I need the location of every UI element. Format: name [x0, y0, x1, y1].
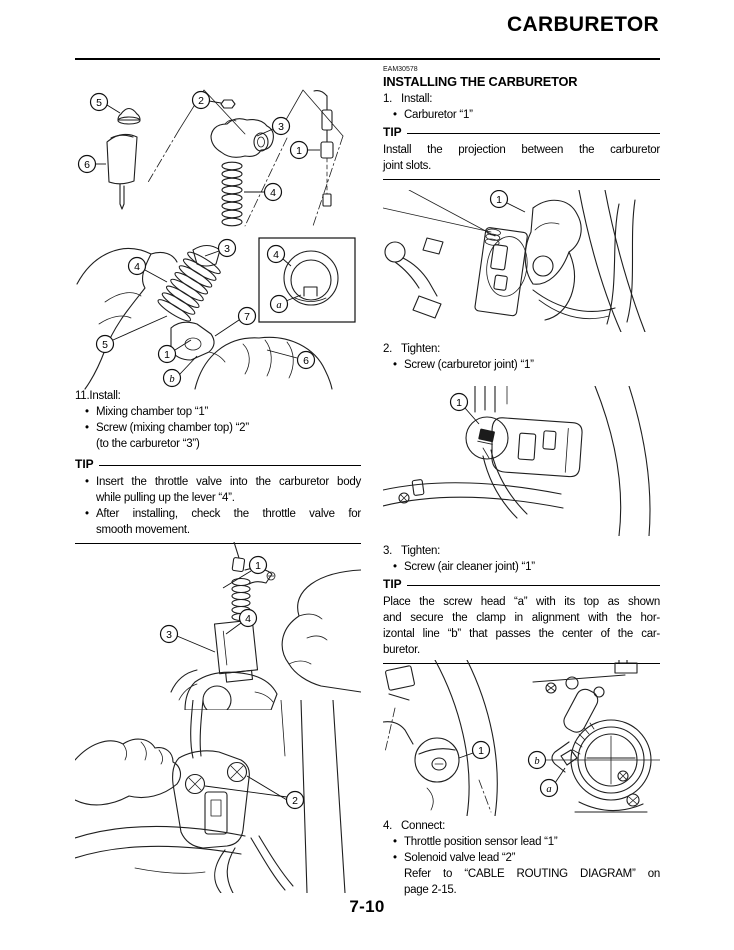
svg-text:4: 4	[134, 260, 140, 273]
cross-reference	[383, 866, 660, 898]
tip-line: joint slots.	[383, 160, 432, 172]
tip-line: and secure the clamp in alignment with the hor-	[383, 612, 660, 624]
left-hand	[77, 249, 177, 389]
figure-hands-install	[75, 232, 361, 390]
step-3	[383, 543, 660, 575]
header-divider	[75, 58, 660, 60]
tip-rule	[99, 465, 361, 466]
tip-right-2	[383, 576, 660, 664]
mixing-chamber-top	[214, 620, 258, 683]
tip-line: while pulling up the lever “4”.	[96, 492, 235, 504]
callout-5	[97, 316, 168, 353]
solenoid-valve	[561, 686, 601, 735]
tip-label: TIP	[75, 457, 94, 471]
list-item	[383, 107, 660, 123]
list-item-text: Screw (air cleaner joint) “1”	[404, 561, 535, 573]
callout-a	[541, 768, 566, 797]
list-item	[383, 850, 660, 866]
figure-air-cleaner-joint	[383, 660, 660, 816]
part-mixing-chamber-top	[211, 119, 273, 158]
cables-top	[475, 386, 507, 412]
list-item	[383, 834, 660, 850]
callout-3	[205, 240, 236, 257]
step-action: Tighten:	[401, 545, 441, 557]
step-number: 2.	[383, 343, 393, 355]
step-1	[383, 91, 660, 123]
frame-rails	[383, 479, 563, 508]
figure-carburetor-joint	[383, 190, 660, 332]
figure-cable-install	[75, 542, 361, 710]
step-action: Connect:	[401, 820, 446, 832]
list-item-text: Throttle position sensor lead “1”	[404, 836, 558, 848]
highlight-circle	[466, 417, 508, 459]
step-number: 4.	[383, 820, 393, 832]
step-action: Install:	[401, 93, 433, 105]
screw-right	[228, 763, 247, 782]
section-code: EAM30578	[383, 66, 418, 73]
step-heading	[383, 818, 660, 834]
part-throttle-valve	[107, 134, 137, 209]
right-hand	[282, 570, 361, 692]
svg-text:2: 2	[198, 94, 204, 107]
step-number: 1.	[383, 93, 393, 105]
tip-body	[75, 474, 361, 538]
step-11	[75, 388, 361, 452]
svg-text:4: 4	[270, 186, 276, 199]
svg-text:5: 5	[102, 338, 108, 351]
list-item-text: Solenoid valve lead “2”	[404, 852, 516, 864]
step-action: Tighten:	[401, 343, 441, 355]
tip-line: After installing, check the throttle valve for	[96, 508, 361, 520]
list-item	[383, 357, 660, 373]
tip-line: smooth movement.	[96, 524, 190, 536]
svg-text:1: 1	[164, 348, 170, 361]
step-heading	[383, 543, 660, 559]
svg-text:a: a	[546, 783, 552, 795]
tip-line: Place the screw head “a” with its top as shown	[383, 596, 660, 608]
page-number: 7-10	[349, 897, 385, 916]
tip-label: TIP	[383, 577, 402, 591]
screw-left	[186, 775, 205, 794]
svg-text:3: 3	[278, 120, 284, 133]
tip-line: Install the projection between the carburetor	[383, 144, 660, 156]
svg-text:4: 4	[245, 612, 251, 625]
carburetor-body	[489, 417, 583, 477]
tip-header	[383, 124, 660, 140]
callout-2	[193, 92, 222, 109]
list-item-text: Mixing chamber top “1”	[96, 406, 209, 418]
tip-right-1	[383, 124, 660, 180]
svg-text:1: 1	[456, 396, 462, 409]
leader-lines	[383, 190, 495, 236]
svg-text:5: 5	[96, 96, 102, 109]
bullet-dot: •	[85, 476, 89, 488]
tip-rule	[407, 585, 660, 586]
figure-top-screws	[75, 700, 361, 893]
bullet-dot: •	[393, 359, 397, 371]
svg-text:3: 3	[166, 628, 172, 641]
step-heading	[383, 91, 660, 107]
tip-body	[383, 594, 660, 658]
callout-1	[491, 191, 526, 213]
step-heading	[383, 341, 660, 357]
throttle-cable	[191, 700, 203, 758]
step-11-heading: 11.Install:	[75, 390, 121, 402]
page-footer	[0, 897, 734, 917]
tip-line: buretor.	[383, 644, 420, 656]
bullet-dot: •	[85, 422, 89, 434]
linkage-rod	[385, 238, 443, 318]
list-item-continuation: (to the carburetor “3”)	[96, 438, 200, 450]
figure-exploded-parts	[75, 86, 361, 230]
section-title: INSTALLING THE CARBURETOR	[383, 74, 578, 89]
throttle-cable	[232, 542, 245, 572]
svg-text:2: 2	[292, 794, 298, 807]
callout-4	[226, 610, 257, 635]
bullet-dot: •	[85, 508, 89, 520]
svg-text:7: 7	[244, 310, 250, 323]
list-item	[75, 474, 361, 506]
phantom-lines	[147, 90, 343, 226]
callout-7	[215, 308, 256, 337]
tip-line: izontal line “b” that passes the center of the car-	[383, 628, 660, 640]
list-item	[75, 506, 361, 538]
svg-text:4: 4	[273, 248, 279, 261]
callout-1	[459, 742, 490, 759]
svg-text:1: 1	[478, 744, 484, 757]
tip-header	[383, 576, 660, 592]
list-item-text: Screw (carburetor joint) “1”	[404, 359, 534, 371]
tip-line: Insert the throttle valve into the carburetor body	[96, 476, 361, 488]
frame-tube	[579, 190, 645, 332]
callout-5	[91, 94, 121, 114]
list-item-text: Screw (mixing chamber top) “2”	[96, 422, 249, 434]
left-fingers	[171, 670, 197, 700]
part-cap	[118, 109, 140, 125]
left-hand	[75, 739, 180, 805]
inset-box	[259, 238, 355, 322]
carburetor-body	[475, 227, 532, 317]
hoses	[533, 200, 635, 324]
throttle-spring	[156, 249, 222, 324]
list-item	[383, 559, 660, 575]
list-item	[75, 404, 361, 420]
cross-reference-line: page 2-15.	[404, 884, 457, 896]
tip-end-rule	[383, 179, 660, 180]
svg-text:6: 6	[84, 158, 90, 171]
list-item-text: Carburetor “1”	[404, 109, 473, 121]
carburetor-top-assembly	[173, 751, 250, 848]
callout-6	[79, 156, 107, 173]
page-title: CARBURETOR	[507, 13, 659, 36]
svg-text:6: 6	[303, 354, 309, 367]
part-throttle-cable	[314, 91, 333, 206]
tip-body	[383, 142, 660, 174]
left-panel	[383, 660, 497, 816]
callout-1	[291, 142, 321, 159]
step-number: 3.	[383, 545, 393, 557]
figure-carburetor-joint-screw	[383, 386, 660, 536]
bullet-dot: •	[393, 852, 397, 864]
callout-b	[529, 752, 546, 769]
list-item	[75, 420, 361, 452]
part-spring	[222, 162, 242, 226]
svg-text:1: 1	[255, 559, 261, 572]
svg-text:3: 3	[224, 242, 230, 255]
step-2	[383, 341, 660, 373]
tip-label: TIP	[383, 125, 402, 139]
tip-header	[75, 456, 361, 472]
bullet-dot: •	[393, 836, 397, 848]
cross-reference-line: Refer to “CABLE ROUTING DIAGRAM” on	[404, 868, 660, 880]
svg-text:1: 1	[296, 144, 302, 157]
svg-text:b: b	[534, 755, 540, 767]
svg-text:b: b	[169, 373, 175, 385]
tip-left	[75, 456, 361, 544]
part-nut	[221, 100, 235, 108]
callout-4	[244, 184, 282, 201]
callout-6	[267, 350, 315, 369]
bullet-dot: •	[393, 109, 397, 121]
svg-text:1: 1	[496, 193, 502, 206]
callout-3	[161, 626, 216, 653]
step-4	[383, 818, 660, 898]
bullet-dot: •	[393, 561, 397, 573]
right-panel	[529, 660, 661, 812]
bullet-dot: •	[85, 406, 89, 418]
frame-tube	[595, 386, 650, 536]
hoses	[215, 836, 293, 893]
tip-rule	[407, 133, 660, 134]
svg-text:a: a	[276, 299, 282, 311]
